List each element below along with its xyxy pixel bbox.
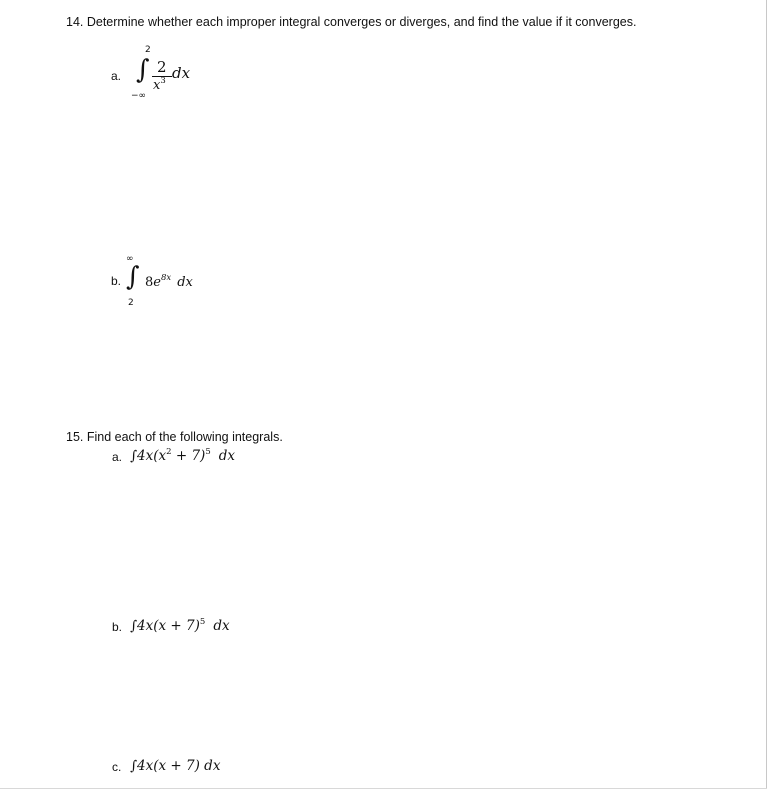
q14a-integral-sign-icon: ∫ [136, 55, 150, 85]
q15-heading: 15. Find each of the following integrals. [66, 430, 283, 444]
q15a-label: a. [112, 450, 123, 464]
q15b-integral: $\int 4x(x + 7)^5$ dx [130, 617, 230, 634]
integral-sign-icon: ∫ [130, 618, 138, 634]
q14a-differential: dx [172, 64, 191, 82]
q14a-upper-limit: 2 [145, 45, 151, 55]
q14b-integrand: $8e^{8x}$ dx [145, 273, 193, 290]
q14b-upper-limit: ∞ [126, 254, 134, 264]
q15a-integral: $\int 4x(x^2 + 7)^5$ dx [130, 447, 235, 464]
q14a-numerator: 2 [157, 58, 167, 76]
q14a-denominator: $x^3$ [153, 76, 166, 93]
q15c-integral: ∫4x(x + 7) dx [130, 758, 221, 774]
q14b-lower-limit: 2 [128, 298, 134, 308]
integral-sign-icon: ∫ [130, 758, 138, 774]
q14a-lower-limit: −∞ [131, 91, 147, 101]
q15c-label: c. [112, 760, 122, 774]
q14b-label: b. [111, 274, 122, 288]
integral-sign-icon: ∫ [130, 448, 138, 464]
q14a-label: a. [111, 69, 122, 83]
q14b-integral-sign-icon: ∫ [126, 262, 140, 292]
q14-heading: 14. Determine whether each improper integral converges or diverges, and find the value if it converges. [66, 15, 637, 29]
q15b-label: b. [112, 620, 123, 634]
